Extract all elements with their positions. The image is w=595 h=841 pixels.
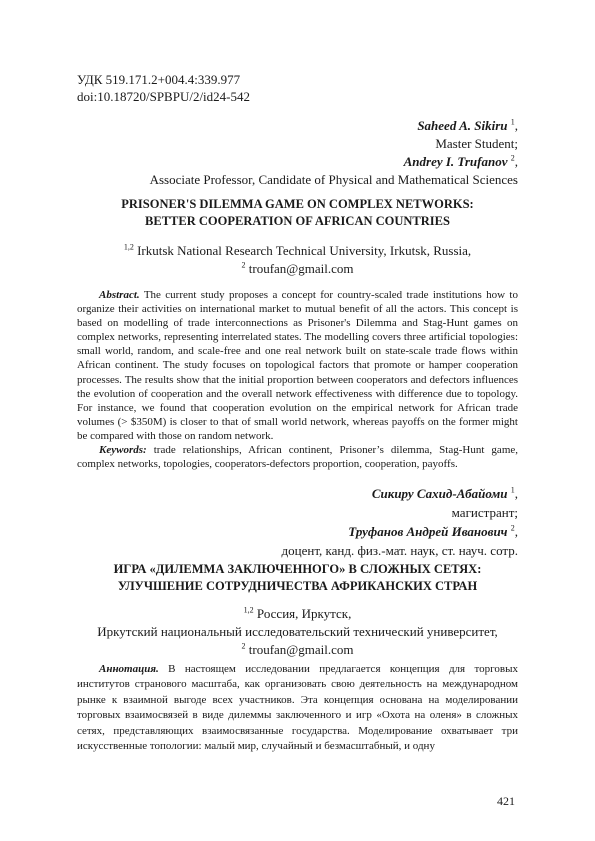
abstract-ru-paragraph	[77, 662, 518, 754]
title-en-line2: BETTER COOPERATION OF AFRICAN COUNTRIES	[145, 214, 450, 228]
author2-ru: Труфанов Андрей Иванович $^2$,	[348, 523, 518, 539]
author2-en: Andrey I. Trufanov $^2$,	[403, 153, 518, 169]
affiliation-en-email-line	[77, 260, 518, 278]
paper-title-ru	[77, 561, 518, 595]
abstract-ru-label: Аннотация.	[99, 663, 159, 675]
author1-ru: Сикиру Сахид-Абайоми $^1$,	[371, 485, 518, 501]
author1-name-en: Saheed A. Sikiru	[417, 118, 508, 133]
page-number: 421	[497, 794, 515, 808]
abstract-ru	[77, 662, 518, 754]
author2-name-en: Andrey I. Trufanov	[403, 154, 508, 169]
abstract-en-label: Abstract.	[99, 289, 140, 301]
keywords-en-paragraph	[77, 443, 518, 471]
title-ru-line2: УЛУЧШЕНИЕ СОТРУДНИЧЕСТВА АФРИКАНСКИХ СТРАН	[117, 579, 478, 593]
abstract-en-text: The current study proposes a concept for country-scaled trade institutions how to organize their activities on international market to mutual benefit of all the actors. This concept is based on modelling of trade interconnections as Prisoner's Dilemma and Stag-Hunt games on complex networks, representing interrelated states. The modelling covers three artificial topologies: small world, random, and scale-free and one real network built on state-scale trade flows within African continent. The study focuses on topological factors that promote or hamper cooperation processes. The results show that the initial proportion between cooperators and defectors influences the evolution of cooperation and the overall network effectiveness with difference due to topology. For instance, we found that cooperation evolution on the empirical network for African trade volumes (> $350M) is closer to that of small world network, whereas payoffs on the former might be compared with those on random network.	[77, 289, 518, 442]
paper-title-en	[77, 196, 518, 230]
doi: doi:10.18720/SPBPU/2/id24-542	[77, 89, 250, 104]
abstract-en-paragraph	[77, 288, 518, 443]
title-ru-line1: ИГРА «ДИЛЕММА ЗАКЛЮЧЕННОГО» В СЛОЖНЫХ СЕТЯХ:	[113, 562, 482, 576]
author1-en: Saheed A. Sikiru $^1$,	[417, 117, 518, 133]
author2-role-ru: доцент, канд. физ.-мат. наук, ст. науч. сотр.	[281, 543, 518, 558]
affiliation-ru-sup2: 2	[241, 641, 246, 651]
email-ru: troufan@gmail.com	[248, 642, 354, 657]
udk-code: УДК 519.171.2+004.4:339.977	[77, 72, 241, 87]
authors-en	[150, 117, 518, 189]
author1-sup-ru: 1	[510, 485, 515, 495]
author2-name-ru: Труфанов Андрей Иванович	[348, 524, 508, 539]
author2-sup-ru: 2	[510, 523, 515, 533]
affiliation-ru-email-line	[77, 641, 518, 659]
affiliation-en-sup2: 2	[241, 260, 246, 270]
keywords-en-text: trade relationships, African continent, Prisoner’s dilemma, Stag-Hunt game, complex networks, topologies, cooperators-defectors proportion, cooperation, payoffs.	[77, 444, 519, 471]
author2-sup-en: 2	[510, 153, 515, 163]
affiliation-en	[77, 242, 518, 278]
affiliation-ru	[77, 605, 518, 659]
title-en-line1: PRISONER'S DILEMMA GAME ON COMPLEX NETWORKS:	[121, 197, 474, 211]
abstract-ru-text: В настоящем исследовании предлагается концепция для торговых институтов странового масштаба, как организовать свою деятельность на международном рынке к взаимной выгоде всех участников. Эта концепция основана на моделировании торговых взаимосвязей в виде дилеммы заключенного и игр «Охота на оленя» в сложных сетях, представляющих взаимосвязанные государства. Моделирование охватывает три искусственные топологии: малый мир, случайный и безмасштабный, и одну	[77, 663, 518, 753]
affiliation-en-line1	[77, 242, 518, 260]
affiliation-ru-text1: Россия, Иркутск,	[256, 606, 352, 621]
affiliation-ru-line2: Иркутский национальный исследовательский технический университет,	[97, 624, 498, 639]
author1-name-ru: Сикиру Сахид-Абайоми	[371, 486, 508, 501]
affiliation-en-text: Irkutsk National Research Technical University, Irkutsk, Russia,	[137, 243, 472, 258]
author1-sup-en: 1	[510, 117, 515, 127]
author1-role-en: Master Student;	[435, 136, 518, 151]
affiliation-ru-line1	[77, 605, 518, 623]
abstract-en	[77, 288, 518, 471]
email-en: troufan@gmail.com	[248, 261, 354, 276]
article-identifiers	[77, 71, 250, 105]
keywords-en-label: Keywords:	[99, 444, 147, 457]
authors-ru	[282, 484, 518, 560]
affiliation-en-sup1: 1,2	[123, 242, 134, 252]
affiliation-ru-sup1: 1,2	[243, 605, 254, 615]
author2-role-en: Associate Professor, Candidate of Physical and Mathematical Sciences	[149, 172, 518, 187]
author1-role-ru: магистрант;	[451, 505, 518, 520]
